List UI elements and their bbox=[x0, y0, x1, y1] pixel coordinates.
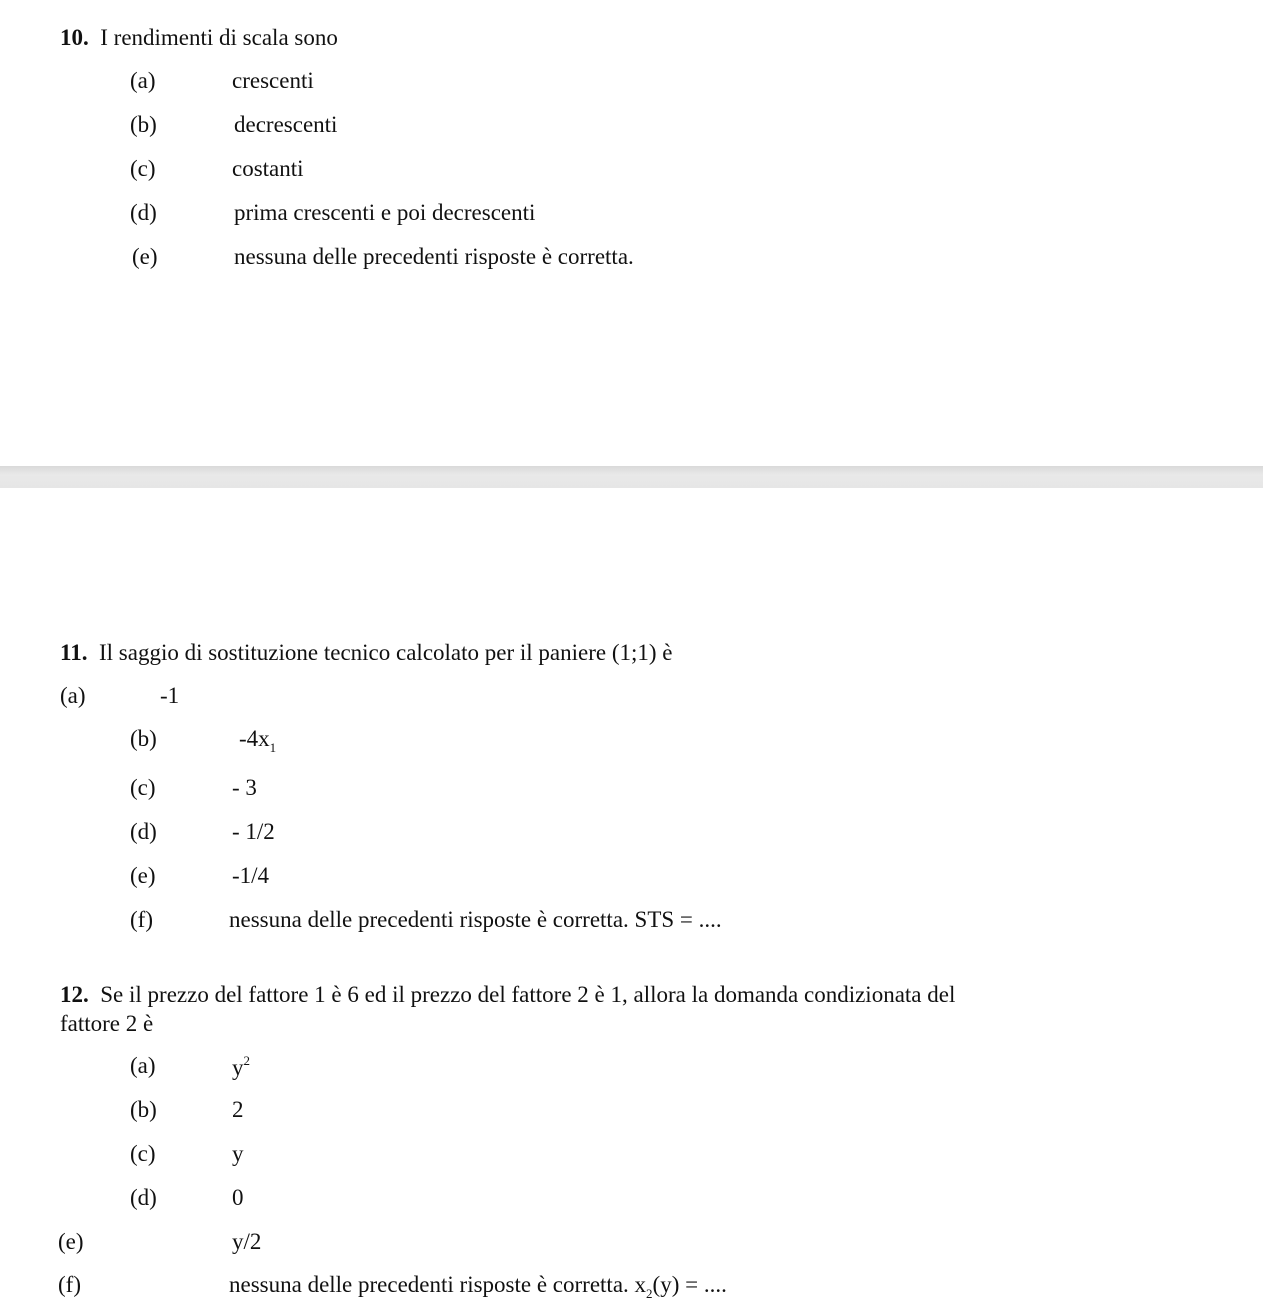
option-text: decrescenti bbox=[234, 112, 338, 137]
option-text: nessuna delle precedenti risposte è corretta. bbox=[234, 244, 634, 269]
option-label: (f) bbox=[58, 1272, 81, 1297]
page-separator bbox=[0, 466, 1263, 488]
option-text-tail: (y) = .... bbox=[652, 1272, 727, 1297]
option-text: costanti bbox=[232, 156, 304, 181]
question-number-dot: . bbox=[83, 982, 89, 1007]
option-label: (c) bbox=[130, 775, 156, 800]
option-text: y bbox=[232, 1141, 244, 1166]
question-text: Se il prezzo del fattore 1 è 6 ed il prezzo del fattore 2 è 1, allora la domanda condizionata del bbox=[100, 982, 956, 1007]
option-text: - 1/2 bbox=[232, 819, 275, 844]
option-text: - 3 bbox=[232, 775, 257, 800]
question-text: Il saggio di sostituzione tecnico calcolato per il paniere (1;1) è bbox=[98, 640, 673, 665]
option-text: -1 bbox=[160, 683, 180, 708]
option-label: (a) bbox=[60, 683, 86, 708]
option-text: 2 bbox=[232, 1097, 244, 1122]
option-text: crescenti bbox=[232, 68, 314, 93]
option-label: (e) bbox=[130, 863, 156, 888]
question-number: 10 bbox=[60, 25, 83, 50]
option-label: (b) bbox=[130, 1097, 157, 1122]
option-text-main: nessuna delle precedenti risposte è corretta. x bbox=[229, 1272, 647, 1297]
option-text: nessuna delle precedenti risposte è corretta. STS = .... bbox=[229, 907, 722, 932]
option-text bbox=[239, 727, 276, 754]
superscript: 2 bbox=[243, 1053, 250, 1068]
subscript: 2 bbox=[646, 1286, 653, 1301]
option-label: (d) bbox=[130, 819, 157, 844]
question-number: 12 bbox=[60, 982, 83, 1007]
option-label: (a) bbox=[130, 1053, 156, 1078]
option-label: (b) bbox=[130, 726, 157, 751]
question-number-dot: . bbox=[83, 25, 89, 50]
option-label: (d) bbox=[130, 200, 157, 225]
option-label: (c) bbox=[130, 156, 156, 181]
option-text: 0 bbox=[232, 1185, 244, 1210]
option-text-main: y bbox=[232, 1055, 244, 1080]
option-label: (a) bbox=[130, 68, 156, 93]
question-number-dot: . bbox=[81, 640, 88, 665]
question-10-stem bbox=[60, 26, 338, 49]
option-text bbox=[229, 1273, 727, 1300]
question-12-stem bbox=[60, 983, 955, 1006]
question-number: 11 bbox=[60, 640, 82, 665]
option-label: (d) bbox=[130, 1185, 157, 1210]
option-text: prima crescenti e poi decrescenti bbox=[234, 200, 536, 225]
option-text-main: -4x bbox=[239, 726, 270, 751]
question-text: I rendimenti di scala sono bbox=[100, 25, 338, 50]
option-text: y/2 bbox=[232, 1229, 262, 1254]
option-label: (f) bbox=[130, 907, 153, 932]
option-label: (b) bbox=[130, 112, 157, 137]
question-11-stem bbox=[60, 641, 673, 664]
option-text: -1/4 bbox=[232, 863, 270, 888]
subscript: 1 bbox=[269, 740, 277, 755]
option-label: (e) bbox=[58, 1229, 84, 1254]
option-label: (e) bbox=[132, 244, 158, 269]
option-text bbox=[232, 1054, 250, 1079]
option-label: (c) bbox=[130, 1141, 156, 1166]
question-text-continued: fattore 2 è bbox=[60, 1011, 154, 1036]
